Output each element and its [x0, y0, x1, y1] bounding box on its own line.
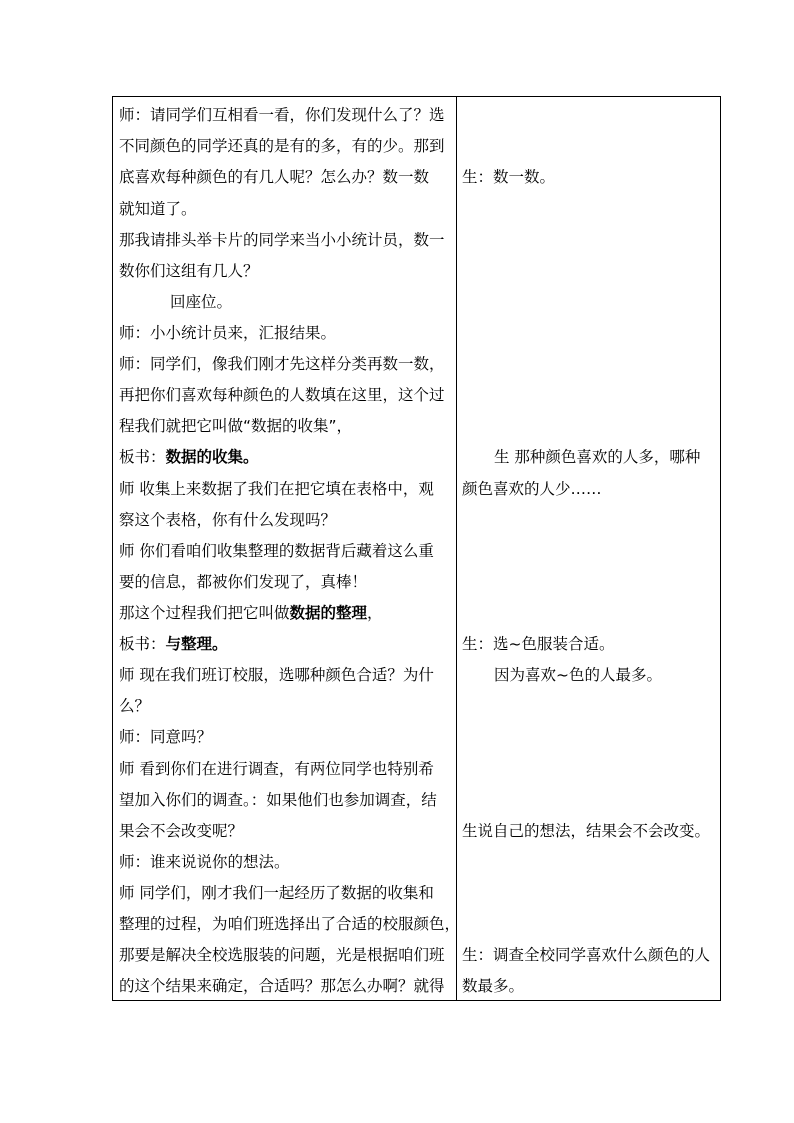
board-note-line: [119, 634, 228, 654]
student-line: 生 那种颜色喜欢的人多，哪种: [494, 448, 701, 466]
teacher-line: 望加入你们的调查。：如果他们也参加调查，结: [119, 791, 437, 809]
student-line: 因为喜欢~色的人最多。: [494, 666, 662, 684]
teacher-line: 数你们这组有几人？: [119, 262, 259, 280]
teacher-line: 师 看到你们在进行调查，有两位同学也特别希: [119, 760, 434, 778]
teacher-line: 师：同学们，像我们刚才先这样分类再数一数，: [119, 355, 445, 373]
student-line: 颜色喜欢的人少……: [462, 480, 602, 498]
teacher-column: [113, 97, 461, 1000]
lesson-table: [112, 96, 721, 1001]
board-label: 板书：: [119, 635, 166, 653]
teacher-line: 程我们就把它叫做“数据的收集”，: [119, 417, 353, 435]
teacher-line: 么？: [119, 697, 151, 715]
teacher-line: 回座位。: [170, 293, 233, 311]
teacher-line: 果会不会改变呢？: [119, 822, 244, 840]
student-line: 生说自己的想法，结果会不会改变。: [462, 822, 711, 840]
teacher-line: 师：谁来说说你的想法。: [119, 853, 290, 871]
term-organizing: 数据的整理: [289, 604, 368, 622]
student-line: 生：数一数。: [462, 168, 556, 186]
teacher-line: 师：请同学们互相看一看，你们发现什么了？选: [119, 106, 445, 124]
teacher-line: 师 收集上来数据了我们在把它填在表格中，观: [119, 480, 434, 498]
teacher-line: 的这个结果来确定，合适吗？那怎么办啊？就得: [119, 977, 445, 995]
student-column: [457, 97, 720, 1000]
board-label: 板书：: [119, 448, 166, 466]
teacher-text: 那这个过程我们把它叫做: [119, 604, 290, 622]
teacher-line: 那我请排头举卡片的同学来当小小统计员，数一: [119, 231, 445, 249]
teacher-line: 察这个表格，你有什么发现吗？: [119, 511, 337, 529]
teacher-line: 不同颜色的同学还真的是有的多，有的少。那到: [119, 137, 445, 155]
teacher-line: 师 现在我们班订校服，选哪种颜色合适？为什: [119, 666, 434, 684]
teacher-line: 再把你们喜欢每种颜色的人数填在这里，这个过: [119, 386, 445, 404]
teacher-line: 师 同学们，刚才我们一起经历了数据的收集和: [119, 884, 434, 902]
teacher-line: 师：同意吗？: [119, 728, 213, 746]
teacher-text-comma: ，: [367, 604, 383, 622]
student-line: 生：调查全校同学喜欢什么颜色的人: [462, 946, 711, 964]
teacher-line: 师：小小统计员来，汇报结果。: [119, 324, 337, 342]
student-line: 生：选~色服装合适。: [462, 635, 615, 653]
teacher-line: 那要是解决全校选服装的问题，光是根据咱们班: [119, 946, 445, 964]
board-text-organizing: 与整理。: [165, 635, 228, 653]
teacher-line-organizing: [119, 603, 383, 623]
teacher-line: 底喜欢每种颜色的有几人呢？怎么办？数一数: [119, 168, 430, 186]
teacher-line: 整理的过程，为咱们班选择出了合适的校服颜色，: [119, 915, 461, 933]
student-line: 数最多。: [462, 977, 525, 995]
teacher-line: 师 你们看咱们收集整理的数据背后藏着这么重: [119, 542, 434, 560]
board-note-line: [119, 447, 259, 467]
teacher-line: 要的信息，都被你们发现了，真棒！: [119, 573, 368, 591]
board-text-collection: 数据的收集。: [165, 448, 259, 466]
teacher-line: 就知道了。: [119, 200, 197, 218]
